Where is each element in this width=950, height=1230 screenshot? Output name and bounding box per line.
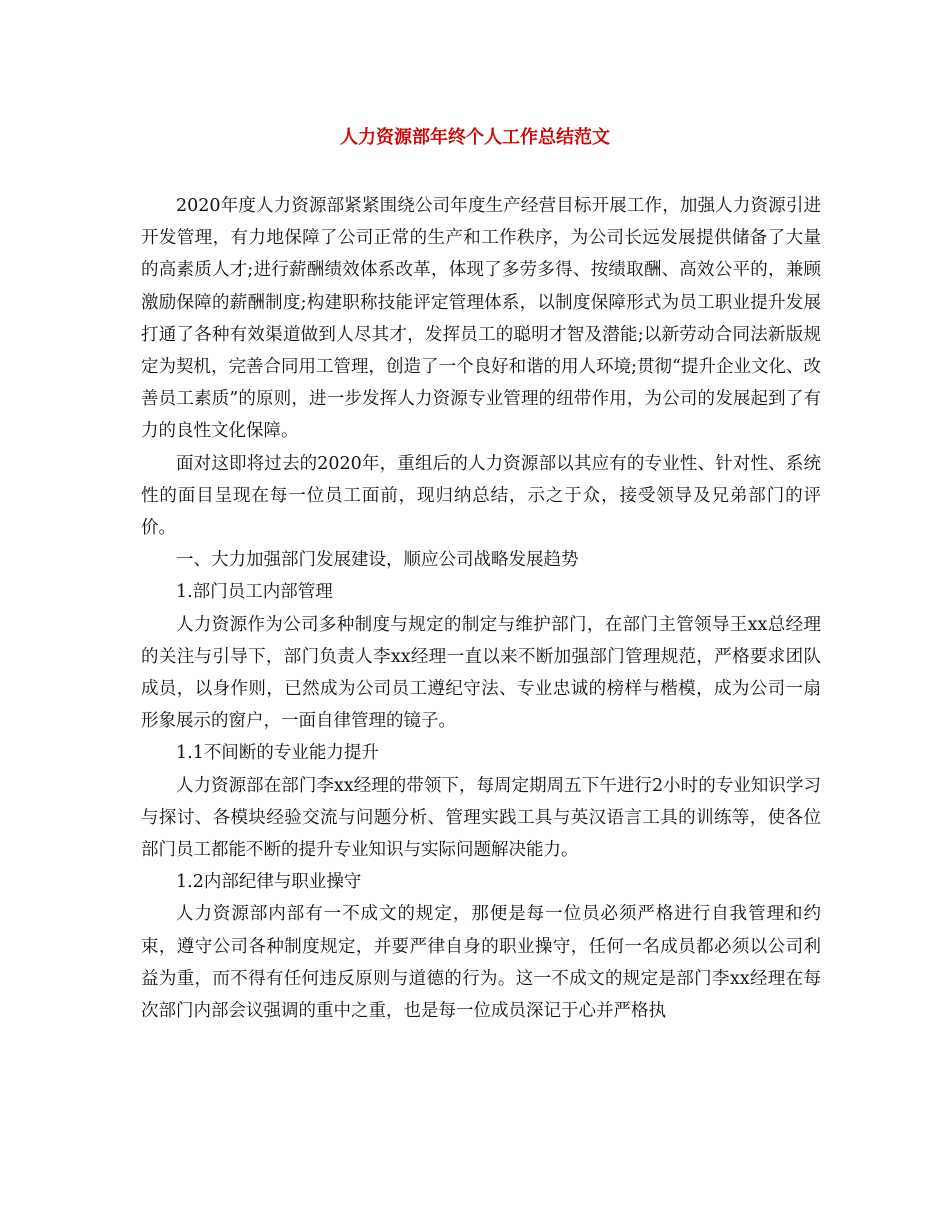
subsection-heading-1-1: 1.1不间断的专业能力提升: [176, 743, 379, 764]
document-title: 人力资源部年终个人工作总结范文: [340, 127, 610, 148]
section-heading-1: 一、大力加强部门发展建设，顺应公司战略发展趋势: [176, 550, 579, 571]
subsection-heading-1: 1.部门员工内部管理: [176, 582, 333, 603]
paragraph-internal-management: 人力资源作为公司多种制度与规定的制定与维护部门，在部门主管领导王xx总经理的关注与引导下，部门负责人李xx经理一直以来不断加强部门管理规范，严格要求团队成员，以身作则，已然成为公司员工遵纪守法、专业忠诚的榜样与楷模，成为公司一扇形象展示的窗户，一面自律管理的镜子。: [141, 614, 821, 732]
subsection-heading-1-2: 1.2内部纪律与职业操守: [176, 872, 362, 893]
paragraph-intro: 2020年度人力资源部紧紧围绕公司年度生产经营目标开展工作，加强人力资源引进开发管理，有力地保障了公司正常的生产和工作秩序，为公司长远发展提供储备了大量的高素质人才;进行薪酬绩效体系改革，体现了多劳多得、按绩取酬、高效公平的，兼顾激励保障的薪酬制度;构建职称技能评定管理体系，以制度保障形式为员工职业提升发展打通了各种有效渠道做到人尽其才，发挥员工的聪明才智及潜能;以新劳动合同法新版规定为契机，完善合同用工管理，创造了一个良好和谐的用人环境;贯彻“提升企业文化、改善员工素质”的原则，进一步发挥人力资源专业管理的纽带作用，为公司的发展起到了有力的良性文化保障。: [141, 196, 821, 442]
document-body: [141, 190, 821, 1027]
paragraph-discipline: 人力资源部内部有一不成文的规定，那便是每一位员必须严格进行自我管理和约束，遵守公司各种制度规定，并要严律自身的职业操守，任何一名成员都必须以公司利益为重，而不得有任何违反原则与道德的行为。这一不成文的规定是部门李xx经理在每次部门内部会议强调的重中之重，也是每一位成员深记于心并严格执: [141, 904, 821, 1022]
paragraph-review: 面对这即将过去的2020年，重组后的人力资源部以其应有的专业性、针对性、系统性的面目呈现在每一位员工面前，现归纳总结，示之于众，接受领导及兄弟部门的评价。: [141, 453, 821, 539]
paragraph-skill-improvement: 人力资源部在部门李xx经理的带领下，每周定期周五下午进行2小时的专业知识学习与探讨、各模块经验交流与问题分析、管理实践工具与英汉语言工具的训练等，使各位部门员工都能不断的提升专业知识与实际问题解决能力。: [141, 775, 821, 861]
